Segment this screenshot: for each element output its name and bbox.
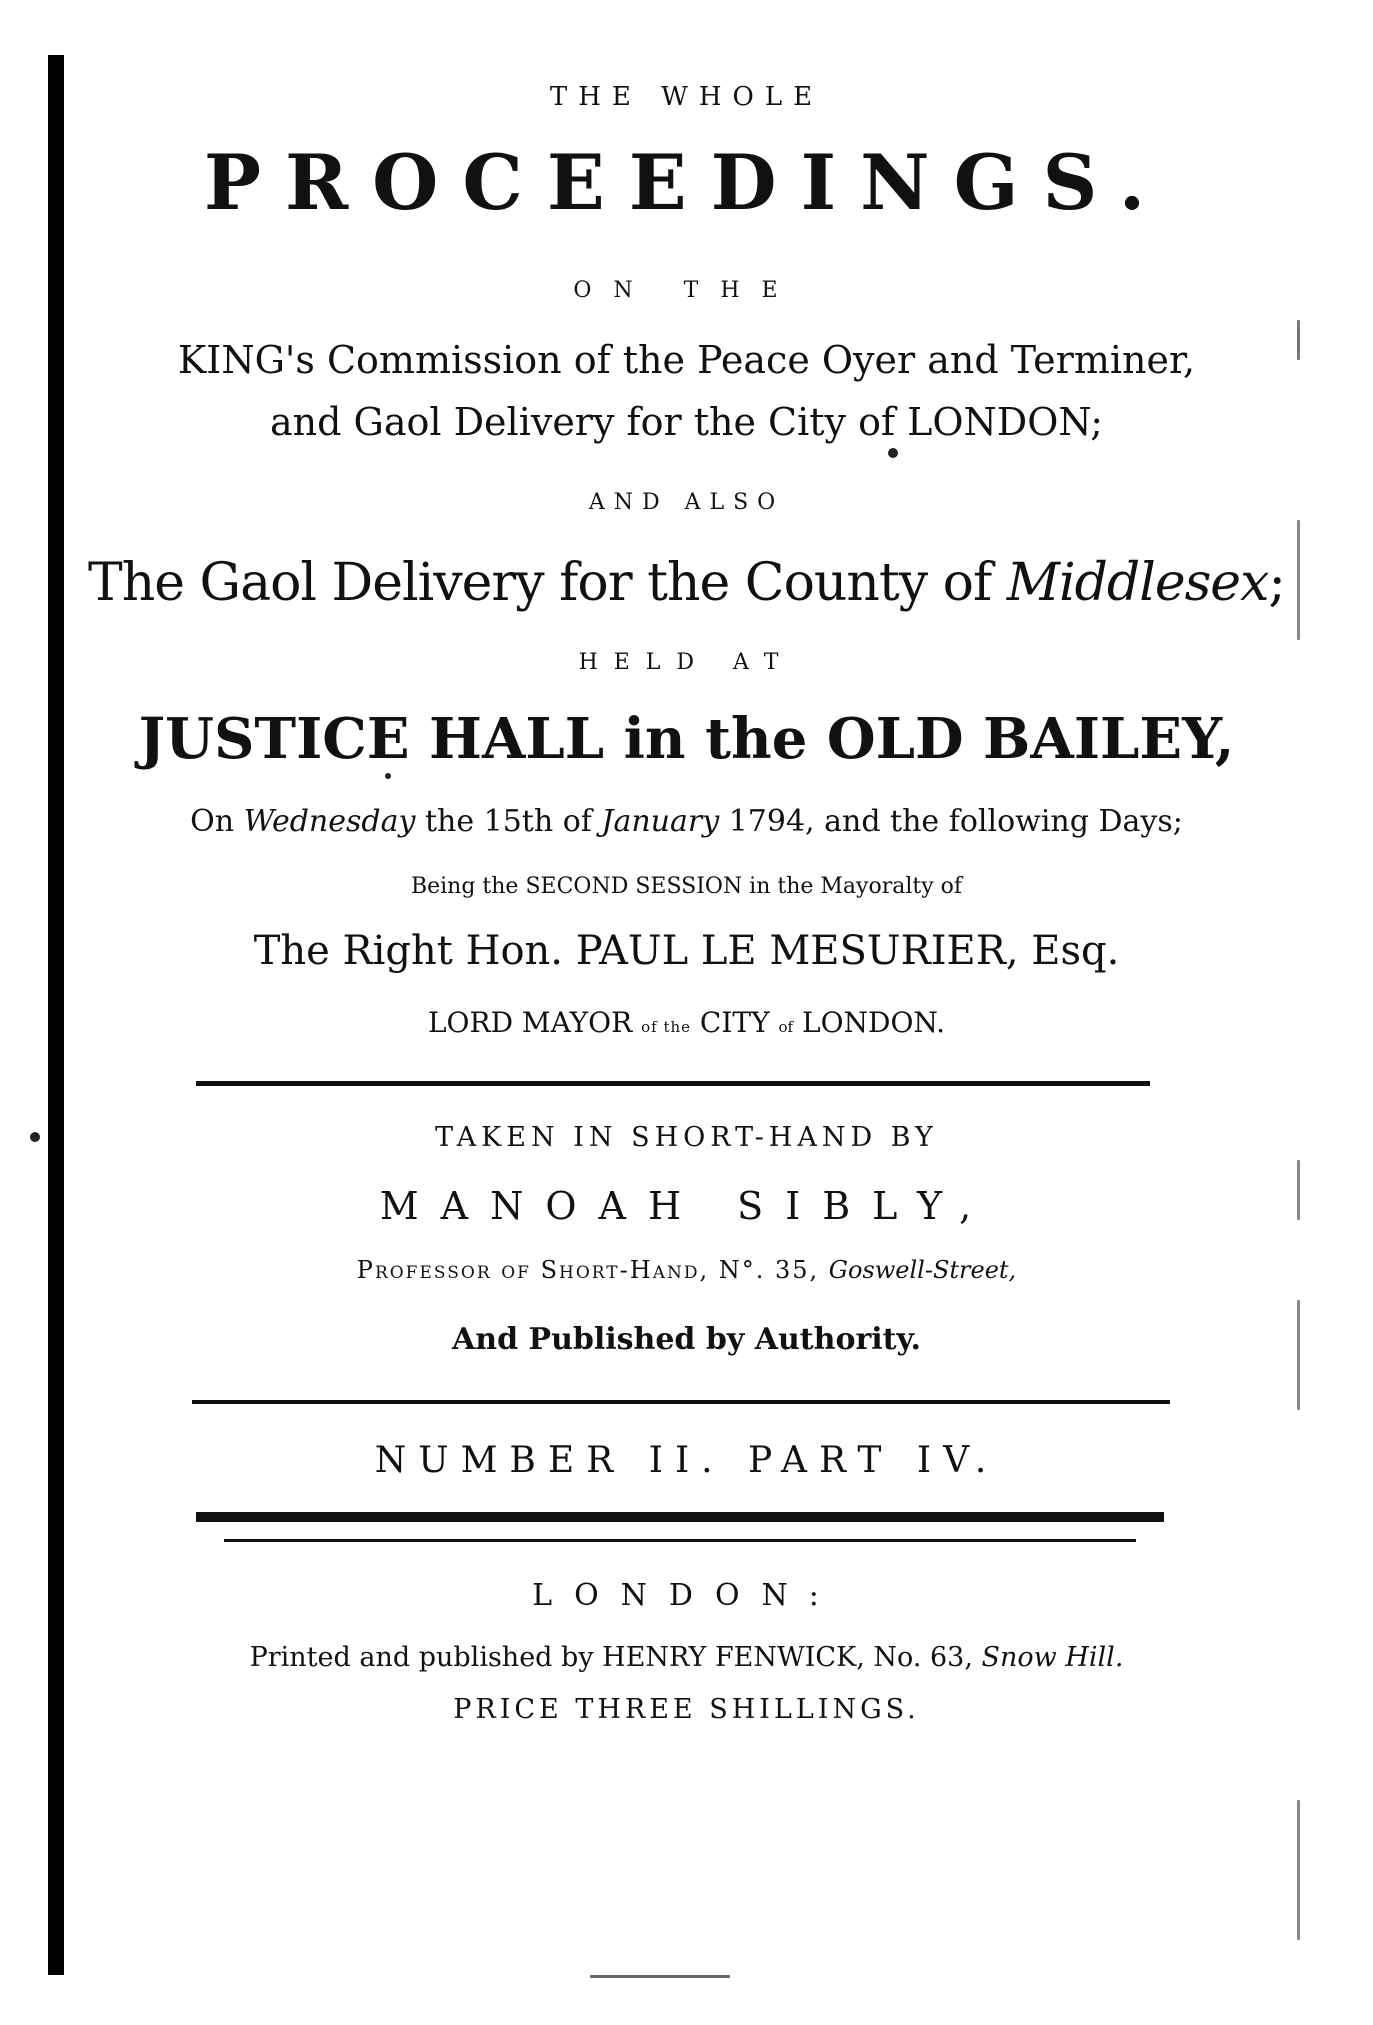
ink-speck [1297, 1800, 1300, 1940]
published-line: And Published by Authority. [452, 1322, 921, 1357]
title-the-whole: THE WHOLE [549, 82, 824, 112]
justice-hall-line: JUSTICE HALL in the OLD BAILEY, [138, 706, 1235, 772]
commission-line-2: and Gaol Delivery for the City of LONDON; [269, 400, 1104, 444]
date-month: January [601, 804, 720, 839]
rule-thick [196, 1512, 1164, 1522]
ink-speck [385, 773, 391, 779]
title-on-the: ON THE [573, 278, 800, 303]
rule-2 [192, 1400, 1170, 1404]
commission-line-1: KING's Commission of the Peace Oyer and Terminer, [177, 338, 1196, 382]
mayor-title-part-1: LORD MAYOR [427, 1006, 642, 1039]
date-rest: 1794, and the following Days; [719, 804, 1183, 839]
title-and-also: AND ALSO [588, 490, 785, 515]
printer-text: Printed and published by HENRY FENWICK, No. 63, [249, 1642, 982, 1673]
ink-speck [1297, 520, 1300, 640]
rule-1 [196, 1081, 1150, 1086]
mayor-title-part-3: CITY [691, 1006, 779, 1039]
date-mid: the 15th of [415, 804, 602, 839]
mayor-title-part-5: LONDON. [793, 1006, 946, 1039]
imprint-price: PRICE THREE SHILLINGS. [453, 1694, 920, 1725]
ink-speck [1297, 1160, 1300, 1220]
ink-speck [1297, 1300, 1300, 1410]
author-line: MANOAH SIBLY, [379, 1184, 994, 1228]
session-line: Being the SECOND SESSION in the Mayoralty of [410, 874, 963, 899]
date-line [0, 804, 1373, 839]
mayor-title-part-4: of [778, 1018, 794, 1036]
ink-speck [590, 1975, 730, 1978]
gaol-delivery-punct: ; [1268, 553, 1285, 613]
taken-line: TAKEN IN SHORT-HAND BY [435, 1122, 938, 1153]
title-held-at: HELD AT [578, 650, 795, 675]
imprint-printer [0, 1642, 1373, 1673]
mayor-name-line: The Right Hon. PAUL LE MESURIER, Esq. [253, 928, 1120, 974]
number-line: NUMBER II. PART IV. [374, 1440, 999, 1481]
professor-line [0, 1256, 1373, 1284]
professor-street: Goswell-Street, [828, 1256, 1017, 1284]
ink-speck [1297, 320, 1300, 360]
imprint-city: LONDON: [532, 1578, 841, 1613]
gaol-delivery-line [0, 553, 1373, 613]
printer-street: Snow Hill. [981, 1642, 1124, 1673]
mayor-title-line [0, 1006, 1373, 1039]
date-weekday: Wednesday [243, 804, 416, 839]
ink-speck [888, 448, 898, 458]
title-proceedings: PROCEEDINGS. [203, 138, 1170, 227]
mayor-title-part-2: of the [641, 1018, 692, 1036]
rule-thin [224, 1539, 1136, 1542]
ink-speck [30, 1132, 40, 1142]
gaol-delivery-text: The Gaol Delivery for the County of [88, 553, 1007, 613]
professor-text: Professor of Short-Hand, N°. 35, [356, 1256, 829, 1284]
date-on: On [190, 804, 244, 839]
county-name: Middlesex [1006, 553, 1269, 613]
